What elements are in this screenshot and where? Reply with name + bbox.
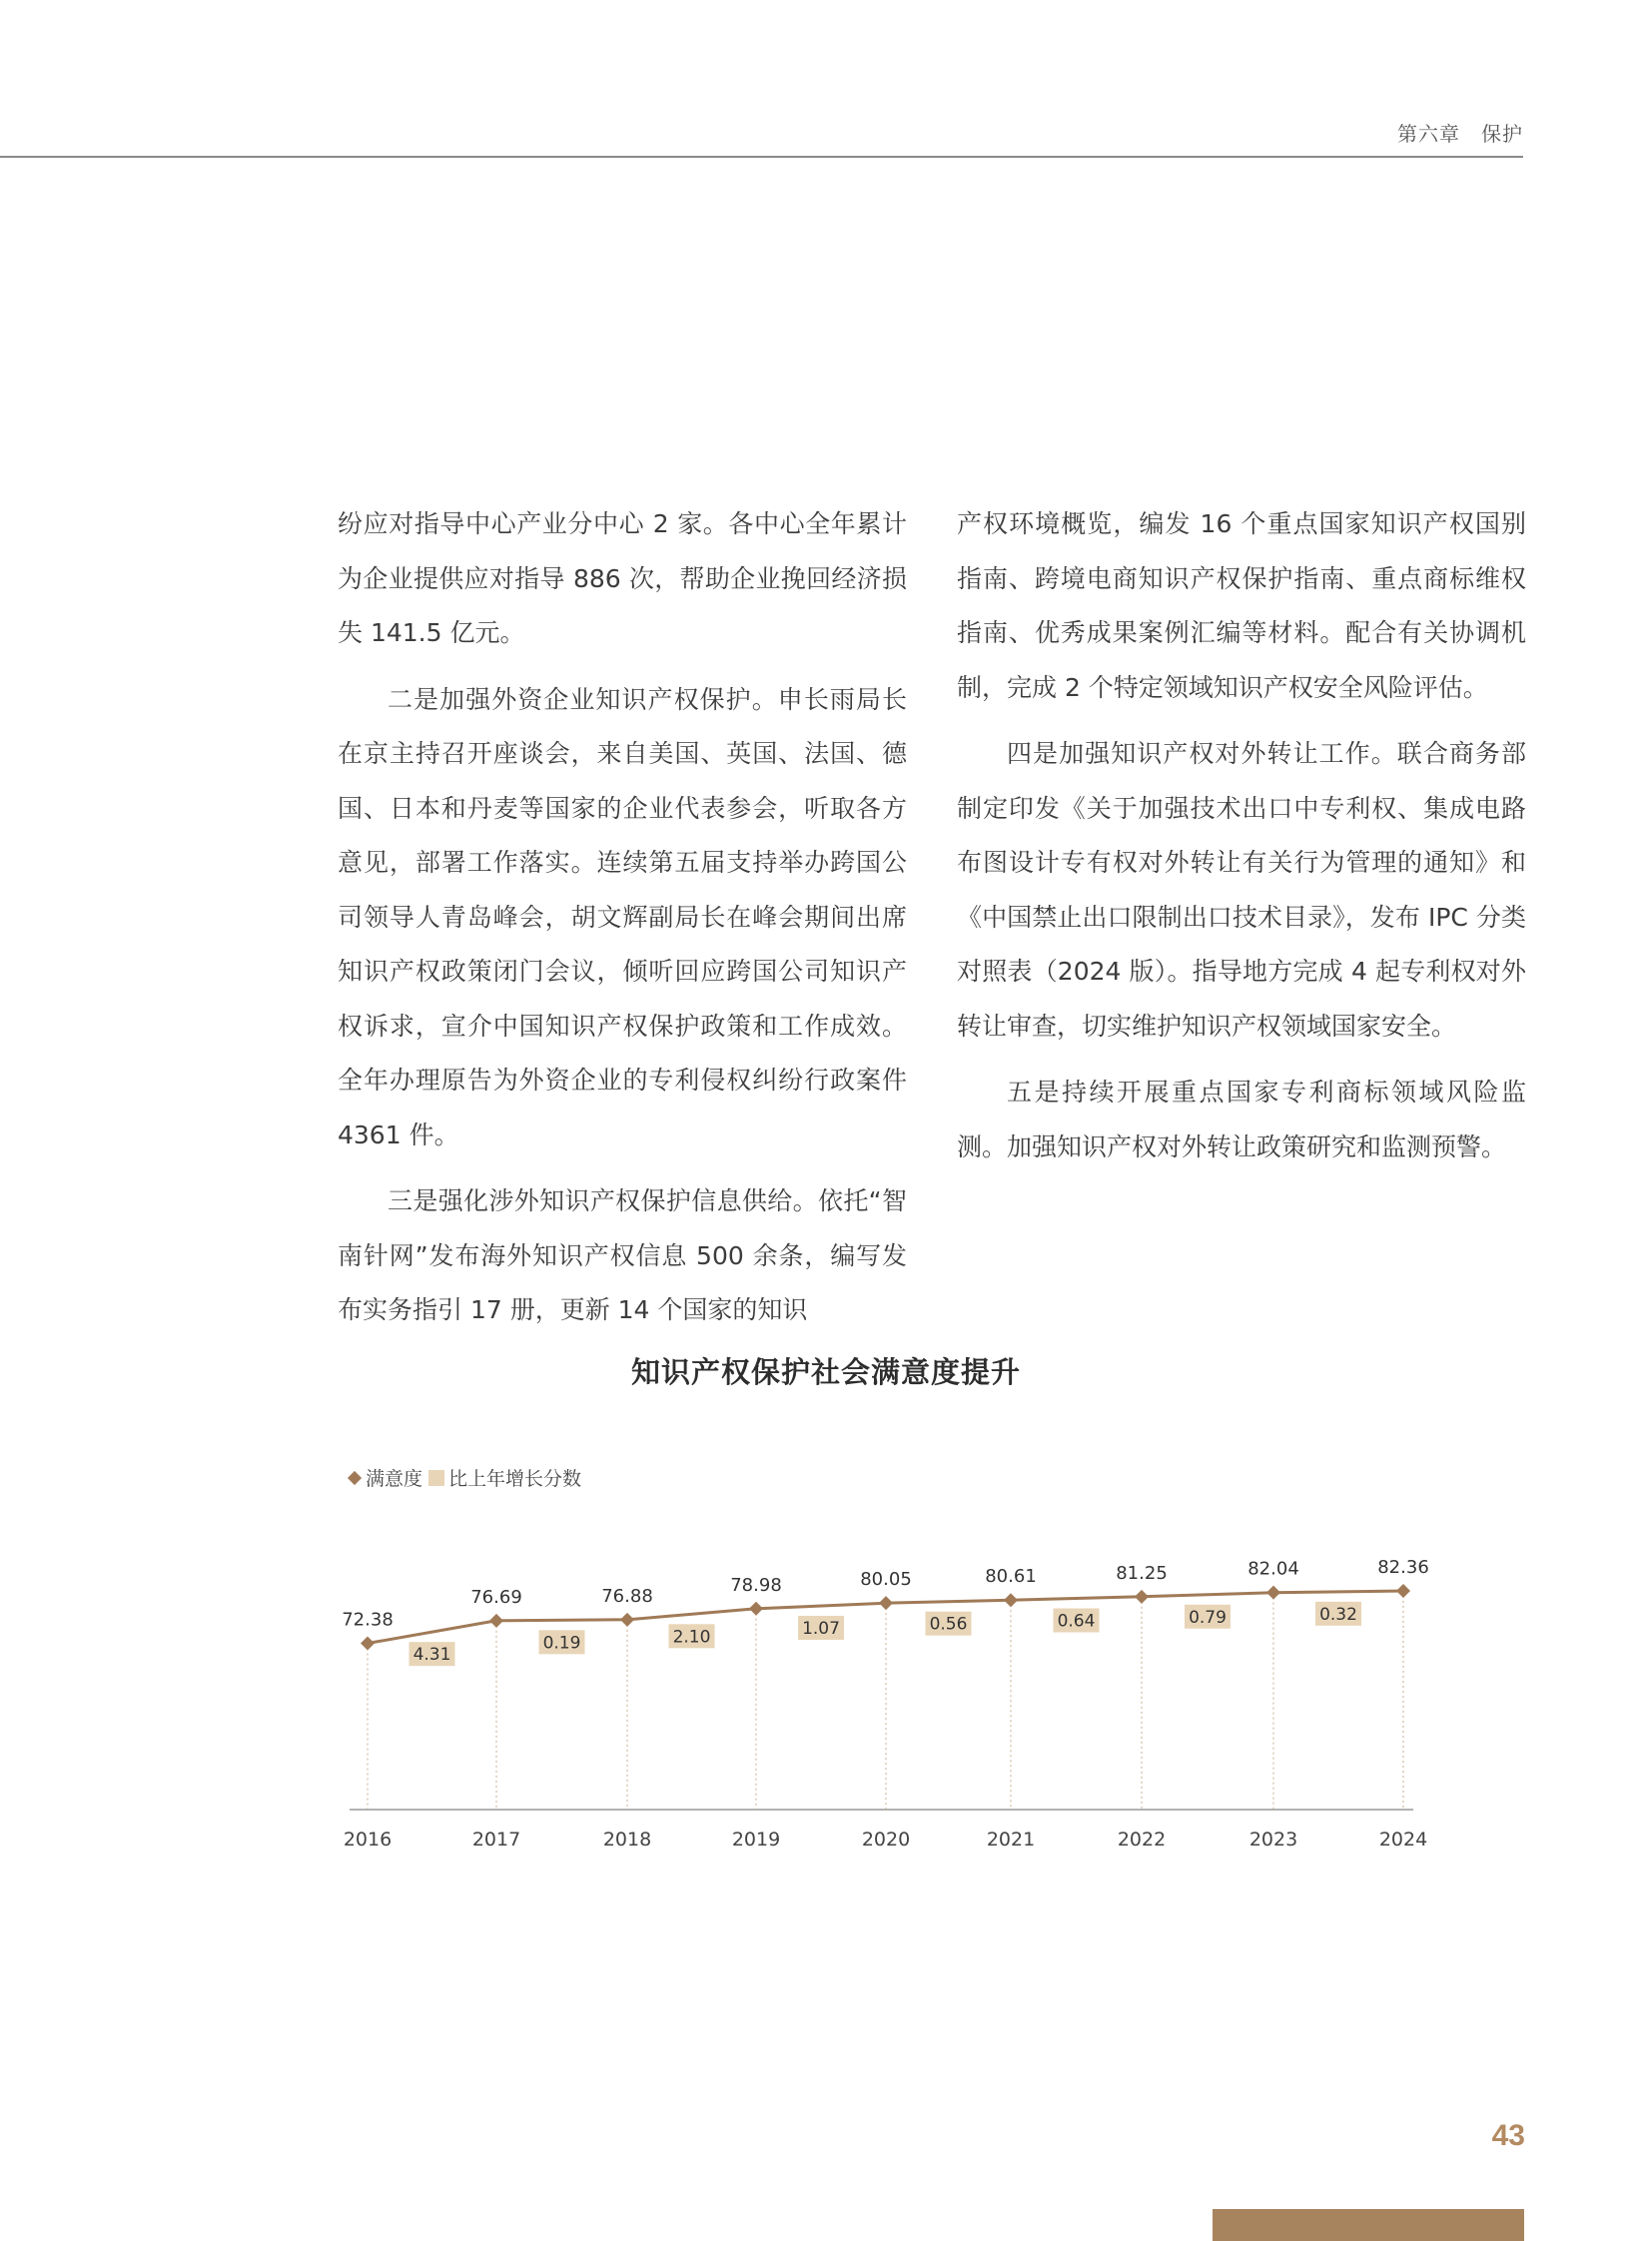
- data-point: [1135, 1590, 1149, 1604]
- data-point: [1004, 1593, 1018, 1607]
- paragraph: 产权环境概览，编发 16 个重点国家知识产权国别指南、跨境电商知识产权保护指南、重点商标维权指南、优秀成果案例汇编等材料。配合有关协调机制，完成 2 个特定领域知识产权安全风险评估。: [957, 509, 1526, 702]
- value-label: 82.04: [1247, 1558, 1299, 1580]
- increase-label: 2.10: [672, 1627, 711, 1648]
- legend-item-satisfaction: [350, 1464, 422, 1491]
- x-tick-label: 2017: [471, 1829, 521, 1851]
- legend-label: 满意度: [366, 1468, 423, 1490]
- chart-legend: [350, 1464, 587, 1491]
- paragraph: 纷应对指导中心产业分中心 2 家。各中心全年累计为企业提供应对指导 886 次，帮助企业挽回经济损失 141.5 亿元。: [338, 509, 907, 647]
- x-tick-label: 2019: [731, 1829, 781, 1851]
- chapter-header: 第六章 保护: [1397, 122, 1523, 146]
- increase-label: 0.56: [929, 1614, 968, 1635]
- value-label: 76.88: [601, 1585, 653, 1607]
- increase-label: 0.19: [542, 1633, 581, 1654]
- data-point: [620, 1613, 634, 1627]
- data-point: [489, 1614, 503, 1628]
- paragraph: 二是加强外资企业知识产权保护。申长雨局长在京主持召开座谈会，来自美国、英国、法国、德国、日本和丹麦等国家的企业代表参会，听取各方意见，部署工作落实。连续第五届支持举办跨国公司领导人青岛峰会，胡文辉副局长在峰会期间出席知识产权政策闭门会议，倾听回应跨国公司知识产权诉求，宣介中国知识产权保护政策和工作成效。全年办理原告为外资企业的专利侵权纠纷行政案件 4361 件。: [338, 684, 907, 1149]
- swatch-icon: [428, 1470, 444, 1486]
- value-label: 80.05: [860, 1569, 912, 1591]
- value-label: 82.36: [1377, 1557, 1429, 1578]
- increase-label: 0.32: [1319, 1604, 1357, 1625]
- x-tick-label: 2024: [1378, 1829, 1428, 1851]
- x-tick-label: 2021: [986, 1829, 1036, 1851]
- value-label: 80.61: [985, 1566, 1037, 1588]
- diamond-marker-icon: [348, 1470, 362, 1484]
- footer-accent-bar: [1213, 2209, 1524, 2241]
- page-number: 43: [1491, 2119, 1525, 2152]
- data-point: [749, 1602, 763, 1616]
- data-point: [1396, 1584, 1410, 1598]
- text-column-left: [338, 497, 907, 1350]
- paragraph: 五是持续开展重点国家专利商标领域风险监测。加强知识产权对外转让政策研究和监测预警。: [957, 1078, 1526, 1161]
- chart-title: 知识产权保护社会满意度提升: [630, 1355, 1021, 1389]
- increase-label: 0.79: [1189, 1607, 1227, 1628]
- legend-label: 比上年增长分数: [448, 1468, 582, 1490]
- data-point: [361, 1636, 375, 1650]
- increase-label: 1.07: [802, 1618, 840, 1639]
- increase-label: 0.64: [1057, 1611, 1096, 1632]
- x-tick-label: 2022: [1117, 1829, 1167, 1851]
- text-column-right: [957, 497, 1526, 1186]
- value-label: 72.38: [342, 1609, 394, 1631]
- satisfaction-chart: [0, 1488, 1652, 1877]
- x-tick-label: 2020: [861, 1829, 911, 1851]
- x-tick-label: 2018: [602, 1829, 652, 1851]
- legend-item-increase: [428, 1464, 581, 1491]
- x-tick-label: 2023: [1248, 1829, 1298, 1851]
- paragraph: 三是强化涉外知识产权保护信息供给。依托“智南针网”发布海外知识产权信息 500 余条，编写发布实务指引 17 册，更新 14 个国家的知识: [338, 1186, 907, 1324]
- value-label: 76.69: [470, 1586, 522, 1608]
- value-label: 78.98: [730, 1574, 782, 1596]
- data-point: [879, 1596, 893, 1610]
- paragraph: 四是加强知识产权对外转让工作。联合商务部制定印发《关于加强技术出口中专利权、集成电路布图设计专有权对外转让有关行为管理的通知》和《中国禁止出口限制出口技术目录》，发布 IPC 分类对照表（2024 版）。指导地方完成 4 起专利权对外转让审查，切实维护知识产权领域国家安全。: [957, 739, 1526, 1041]
- data-point: [1266, 1586, 1280, 1600]
- x-tick-label: 2016: [343, 1829, 393, 1851]
- header-divider: [0, 156, 1523, 158]
- increase-label: 4.31: [413, 1645, 451, 1666]
- value-label: 81.25: [1116, 1562, 1168, 1584]
